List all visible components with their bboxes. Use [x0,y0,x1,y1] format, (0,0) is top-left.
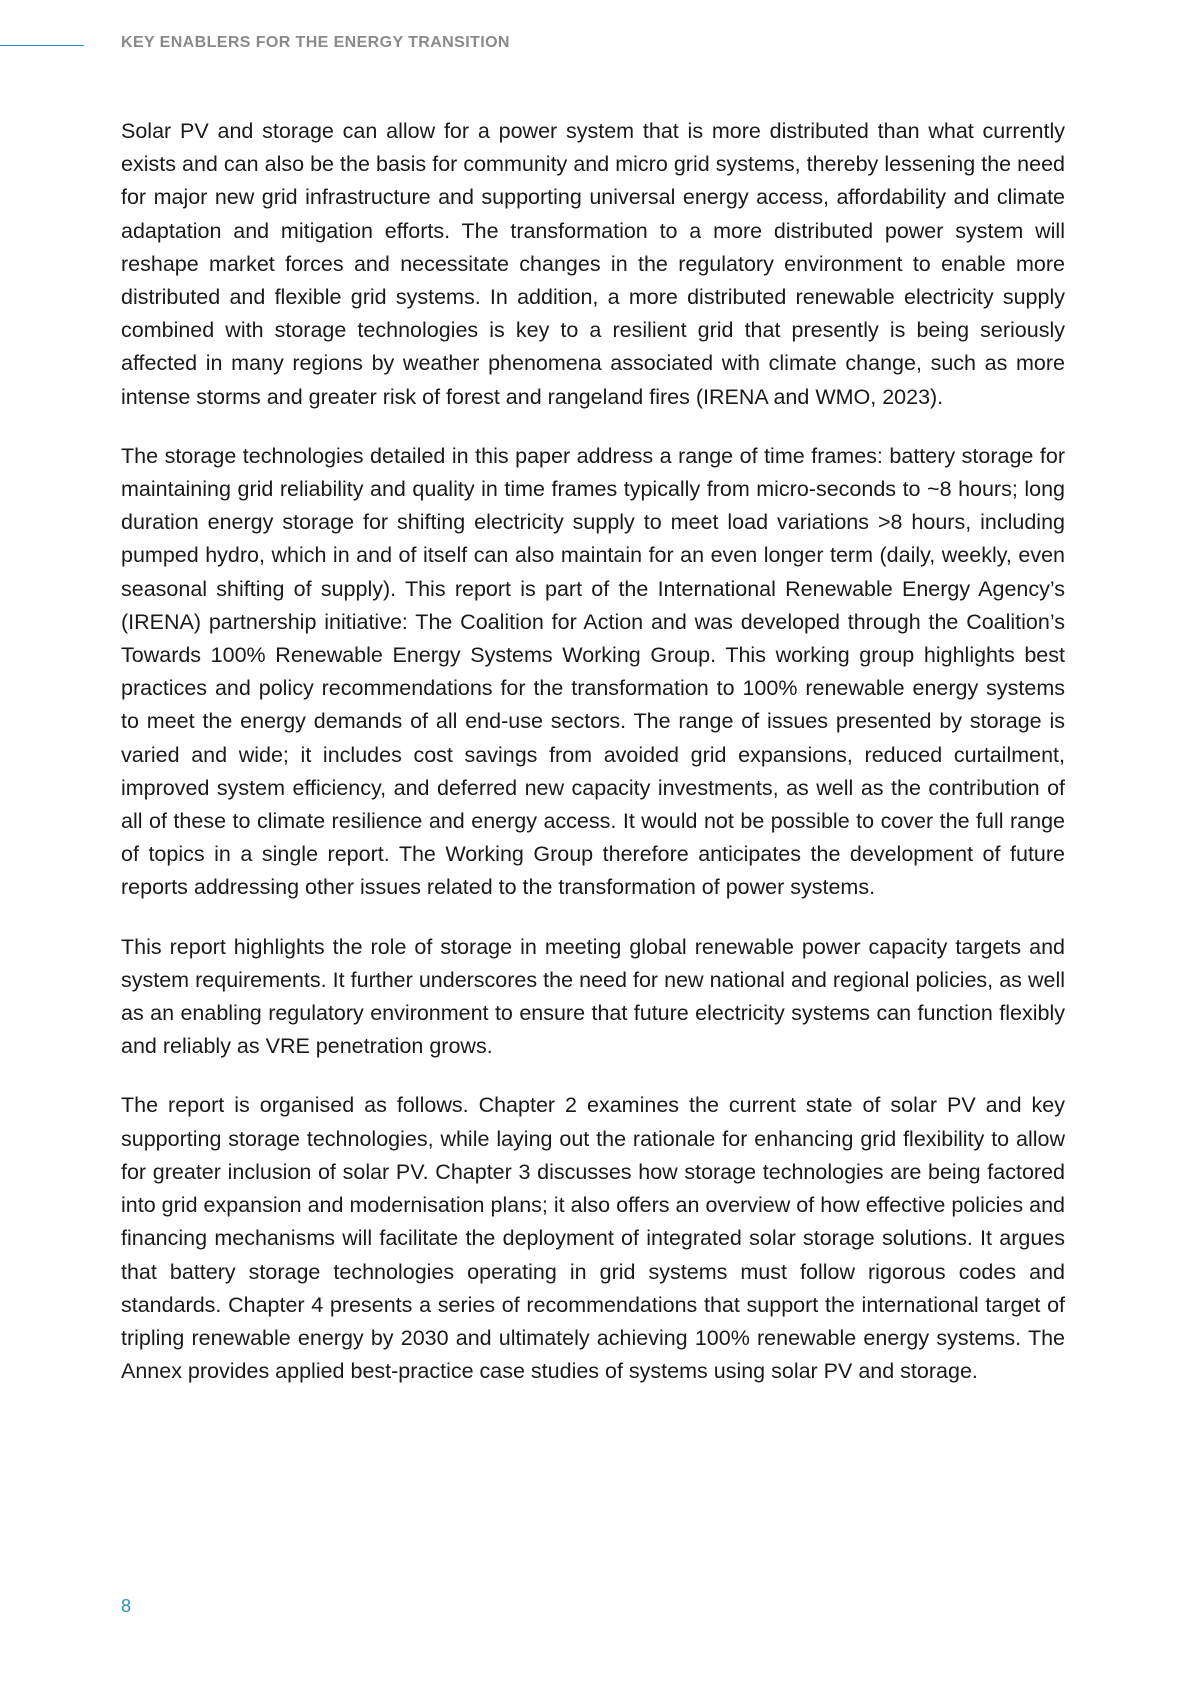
paragraph-2: The storage technologies detailed in this paper address a range of time frames: battery storage for maintaining grid reliability and quality in time frames typically from micro-seconds to ~8 hours; long duration energy storage for shifting electricity supply to meet load variations >8 hours, including pumped hydro, which in and of itself can also maintain for an even longer term (daily, weekly, even seasonal shifting of supply). This report is part of the International Renewable Energy Agency’s (IRENA) partnership initiative: The Coalition for Action and was developed through the Coalition’s Towards 100% Renewable Energy Systems Working Group. This working group highlights best practices and policy recommendations for the transformation to 100% renewable energy systems to meet the energy demands of all end-use sectors. The range of issues presented by storage is varied and wide; it includes cost savings from avoided grid expansions, reduced curtailment, improved system efficiency, and deferred new capacity investments, as well as the contribution of all of these to climate resilience and energy access. It would not be possible to cover the full range of topics in a single report. The Working Group therefore anticipates the development of future reports addressing other issues related to the transformation of power systems. [121,443,1065,900]
paragraph-1: Solar PV and storage can allow for a power system that is more distributed than what currently exists and can also be the basis for community and micro grid systems, thereby lessening the need for major new grid infrastructure and supporting universal energy access, affordability and climate adaptation and mitigation efforts. The transformation to a more distributed power system will reshape market forces and necessitate changes in the regulatory environment to enable more distributed and flexible grid systems. In addition, a more distributed renewable electricity supply combined with storage technologies is key to a resilient grid that presently is being seriously affected in many regions by weather phenomena associated with climate change, such as more intense storms and greater risk of forest and rangeland fires (IRENA and WMO, 2023). [121,119,1065,409]
page-number: 8 [121,1596,132,1616]
paragraph-4: The report is organised as follows. Chapter 2 examines the current state of solar PV and key supporting storage technologies, while laying out the rationale for enhancing grid flexibility to allow for greater inclusion of solar PV. Chapter 3 discusses how storage technologies are being factored into grid expansion and modernisation plans; it also offers an overview of how effective policies and financing mechanisms will facilitate the deployment of integrated solar storage solutions. It argues that battery storage technologies operating in grid systems must follow rigorous codes and standards. Chapter 4 presents a series of recommendations that support the international target of tripling renewable energy by 2030 and ultimately achieving 100% renewable energy systems. The Annex provides applied best-practice case studies of systems using solar PV and storage. [121,1093,1065,1384]
body-text [121,115,1065,1414]
running-header: KEY ENABLERS FOR THE ENERGY TRANSITION [121,34,510,51]
header-rule [0,45,84,46]
paragraph-3: This report highlights the role of storage in meeting global renewable power capacity targets and system requirements. It further underscores the need for new national and regional policies, as well as an enabling regulatory environment to ensure that future electricity systems can function flexibly and reliably as VRE penetration grows. [121,934,1065,1059]
